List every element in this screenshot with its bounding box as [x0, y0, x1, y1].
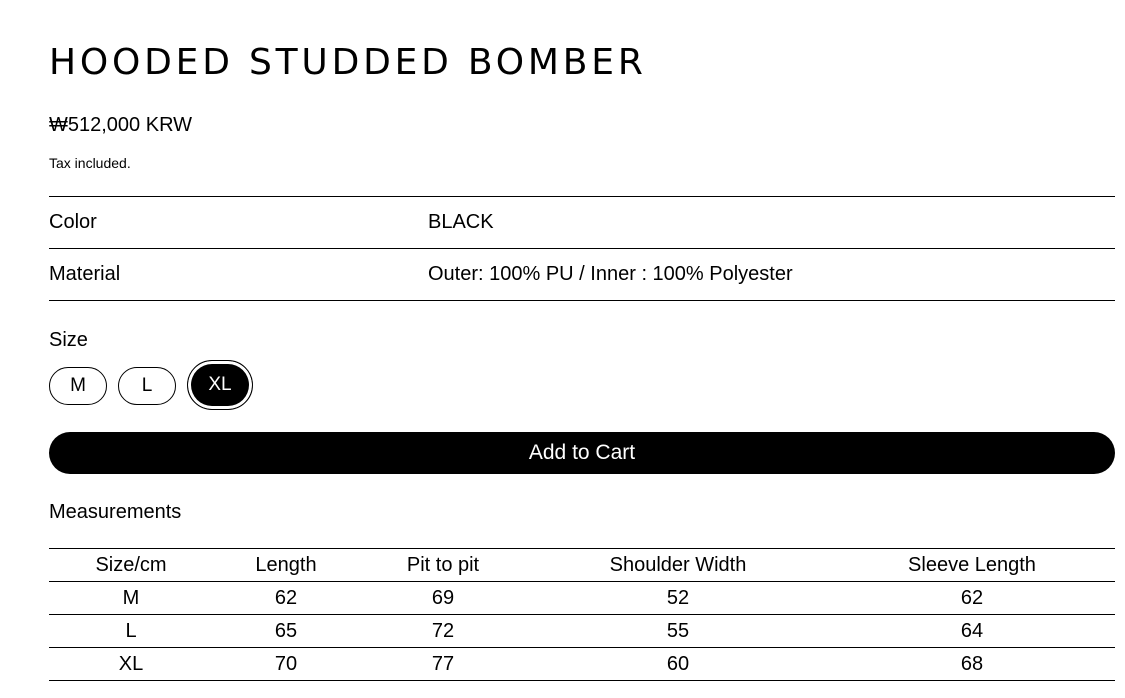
product-price: ₩512,000 KRW — [49, 114, 193, 136]
size-option-l[interactable]: L — [118, 367, 176, 405]
table-cell: L — [49, 615, 213, 648]
measurements-header-row — [49, 549, 1115, 582]
column-header: Pit to pit — [359, 549, 527, 582]
column-header: Sleeve Length — [829, 549, 1115, 582]
table-cell: 62 — [829, 582, 1115, 615]
product-properties — [49, 196, 1115, 301]
measurements-label: Measurements — [49, 501, 182, 523]
table-cell: 70 — [213, 648, 359, 681]
size-option-m[interactable]: M — [49, 367, 107, 405]
column-header: Size/cm — [49, 549, 213, 582]
add-to-cart-button[interactable]: Add to Cart — [49, 432, 1115, 474]
column-header: Length — [213, 549, 359, 582]
property-label: Material — [49, 249, 428, 301]
table-cell: XL — [49, 648, 213, 681]
size-selector — [49, 362, 253, 410]
table-cell: 65 — [213, 615, 359, 648]
property-label: Color — [49, 197, 428, 249]
property-value: Outer: 100% PU / Inner : 100% Polyester — [428, 249, 1115, 301]
tax-note: Tax included. — [49, 155, 131, 171]
table-row — [49, 582, 1115, 615]
table-cell: 77 — [359, 648, 527, 681]
table-row — [49, 648, 1115, 681]
table-cell: 55 — [527, 615, 829, 648]
table-cell: 68 — [829, 648, 1115, 681]
size-label: Size — [49, 329, 88, 351]
property-value: BLACK — [428, 197, 1115, 249]
table-row — [49, 615, 1115, 648]
table-cell: 62 — [213, 582, 359, 615]
table-cell: 69 — [359, 582, 527, 615]
product-title: HOODED STUDDED BOMBER — [49, 42, 647, 83]
table-cell: 60 — [527, 648, 829, 681]
measurements-table — [49, 548, 1115, 681]
table-cell: M — [49, 582, 213, 615]
table-cell: 52 — [527, 582, 829, 615]
property-row-material — [49, 249, 1115, 301]
size-option-xl[interactable]: XL — [187, 360, 253, 410]
table-cell: 64 — [829, 615, 1115, 648]
table-cell: 72 — [359, 615, 527, 648]
column-header: Shoulder Width — [527, 549, 829, 582]
property-row-color — [49, 197, 1115, 249]
